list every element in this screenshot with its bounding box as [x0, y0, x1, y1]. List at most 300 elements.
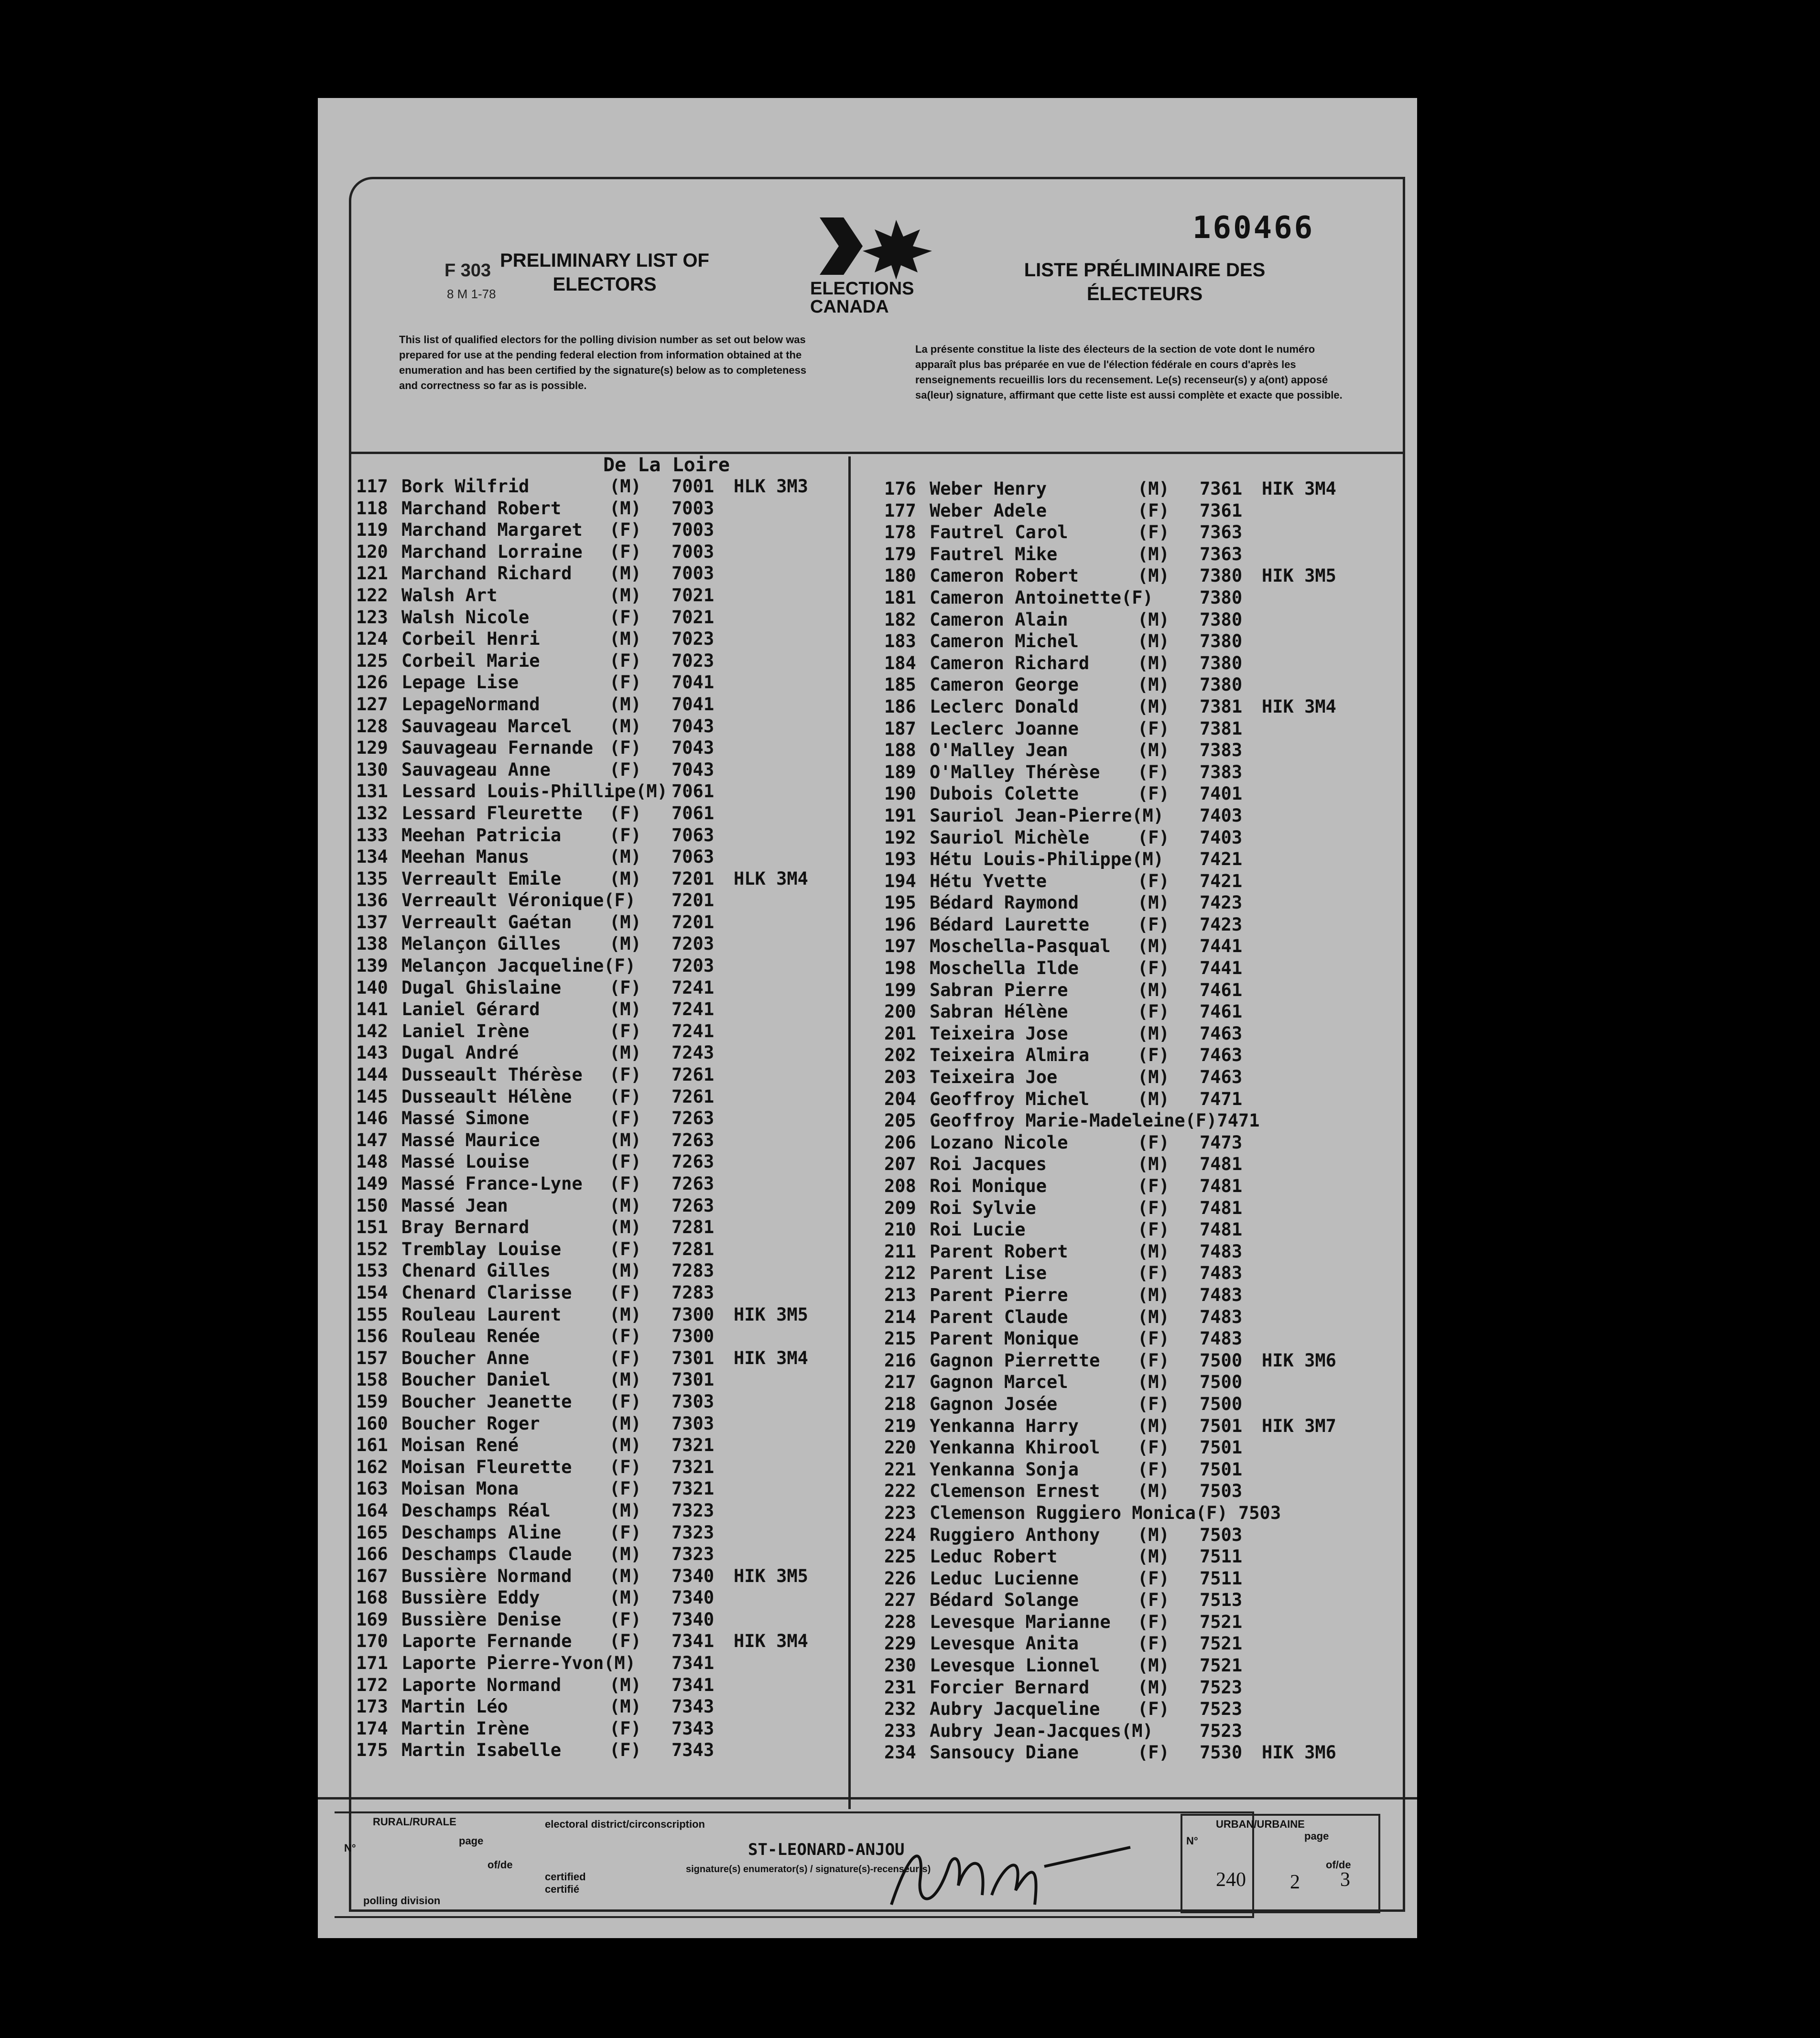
elector-number: 211	[884, 1241, 916, 1262]
notice-english: This list of qualified electors for the polling division number as set out below was prepared for use at the pending federal election from information obtained at the enumeration and has been certified by the signature(s) below as to completeness and correctness so far as is possible.	[399, 334, 807, 391]
elector-sex: (M)	[1138, 1655, 1170, 1676]
elector-sex: (M)	[1138, 1023, 1170, 1044]
elector-number: 168	[356, 1587, 388, 1608]
elector-name: Cameron Richard	[930, 652, 1090, 673]
elector-number: 124	[356, 629, 388, 650]
elector-sex: (M)	[609, 1674, 641, 1695]
elector-address: 7383	[1200, 761, 1243, 782]
elector-number: 209	[884, 1197, 916, 1218]
elector-number: 164	[356, 1500, 388, 1521]
elector-sex: (M)	[609, 498, 641, 519]
elector-number: 131	[356, 781, 388, 802]
elector-address: 7513	[1200, 1590, 1243, 1611]
elector-name: Deschamps Aline	[401, 1522, 562, 1543]
elector-address: 7341	[672, 1631, 715, 1652]
elector-address: 7363	[1200, 522, 1243, 543]
elector-name: Lessard Fleurette	[401, 802, 583, 824]
elector-name: Gagnon Josée	[930, 1393, 1058, 1414]
elector-address: 7023	[672, 629, 715, 650]
elector-name: Roi Jacques	[930, 1154, 1047, 1175]
elector-sex: (M)	[1138, 609, 1170, 630]
elector-name: Sauriol Michèle	[930, 827, 1090, 848]
elector-name: Aubry Jean-Jacques(M)	[930, 1720, 1153, 1741]
signature-label: signature(s) enumerator(s) / signature(s)-recenseur(s)	[686, 1864, 931, 1875]
elector-address: 7471	[1200, 1088, 1243, 1109]
elector-name: Marchand Margaret	[401, 520, 583, 541]
elector-name: Leduc Robert	[930, 1546, 1058, 1567]
elector-address: 7323	[672, 1544, 715, 1565]
postal-code: HIK 3M4	[1262, 478, 1336, 499]
elector-number: 150	[356, 1195, 388, 1216]
elector-number: 215	[884, 1328, 916, 1349]
elector-sex: (M)	[1138, 979, 1170, 1000]
elector-name: Corbeil Henri	[401, 629, 540, 650]
elector-number: 140	[356, 977, 388, 998]
elector-sex: (M)	[1138, 696, 1170, 717]
elector-number: 208	[884, 1176, 916, 1196]
urban-label: URBAN/URBAINE	[1216, 1818, 1305, 1830]
elector-sex: (M)	[609, 694, 641, 715]
elector-name: Dubois Colette	[930, 783, 1079, 804]
elector-address: 7361	[1200, 500, 1243, 521]
elector-name: Cameron Robert	[930, 565, 1079, 586]
elector-name: Fautrel Carol	[930, 522, 1068, 543]
elector-sex: (M)	[1138, 1415, 1170, 1436]
elector-number: 136	[356, 890, 388, 911]
title-english-line2: ELECTORS	[552, 274, 657, 295]
elector-sex: (F)	[609, 520, 641, 541]
elector-number: 130	[356, 759, 388, 780]
elector-address: 7043	[672, 759, 715, 780]
elector-name: Martin Léo	[401, 1696, 508, 1717]
elector-name: Walsh Art	[401, 585, 498, 606]
elector-name: Boucher Anne	[401, 1347, 530, 1368]
elector-address: 7323	[672, 1522, 715, 1543]
elector-name: Verreault Emile	[401, 868, 562, 889]
elector-number: 190	[884, 783, 916, 804]
elector-number: 152	[356, 1238, 388, 1259]
elector-name: Sauriol Jean-Pierre(M)	[930, 805, 1164, 826]
elector-number: 179	[884, 543, 916, 564]
postal-code: HIK 3M4	[734, 1347, 808, 1368]
elector-name: Leclerc Donald	[930, 696, 1079, 717]
elector-sex: (M)	[609, 1304, 641, 1325]
elector-sex: (M)	[609, 1129, 641, 1150]
postal-code: HIK 3M5	[1262, 565, 1336, 586]
elector-address: 7061	[672, 781, 715, 802]
elector-number: 133	[356, 824, 388, 846]
elector-name: Sabran Hélène	[930, 1001, 1068, 1022]
elector-number: 185	[884, 674, 916, 695]
elector-name: Marchand Lorraine	[401, 541, 583, 562]
elector-name: Laporte Normand	[401, 1674, 562, 1695]
elector-sex: (F)	[1138, 1742, 1170, 1763]
elector-name: Boucher Daniel	[401, 1369, 551, 1390]
elector-address: 7063	[672, 846, 715, 867]
elector-name: Levesque Lionnel	[930, 1655, 1100, 1676]
elector-number: 189	[884, 761, 916, 782]
elector-address: 7061	[672, 802, 715, 824]
elector-sex: (M)	[1138, 478, 1170, 499]
elector-number: 204	[884, 1088, 916, 1109]
elector-number: 191	[884, 805, 916, 826]
elector-address: 7483	[1200, 1306, 1243, 1327]
elector-name: Lessard Louis-Phillipe(M)	[401, 781, 668, 802]
postal-code: HLK 3M3	[734, 476, 808, 497]
elector-address: 7263	[672, 1129, 715, 1150]
elector-address: 7301	[672, 1347, 715, 1368]
elector-address: 7323	[672, 1500, 715, 1521]
elector-sex: (F)	[609, 1064, 641, 1085]
elector-name: Hétu Louis-Philippe(M)	[930, 849, 1164, 870]
logo-line2: CANADA	[810, 297, 889, 317]
elector-number: 188	[884, 740, 916, 761]
elector-name: Bédard Raymond	[930, 892, 1079, 913]
rural-page-label: page	[459, 1835, 484, 1847]
elector-name: Cameron Michel	[930, 631, 1079, 652]
elector-number: 146	[356, 1108, 388, 1129]
elector-number: 145	[356, 1086, 388, 1107]
elector-sex: (M)	[609, 911, 641, 932]
elector-number: 175	[356, 1740, 388, 1761]
certified-label: certified certifié	[545, 1871, 586, 1895]
elector-name: Rouleau Renée	[401, 1326, 540, 1347]
elector-sex: (M)	[1138, 1241, 1170, 1262]
elector-sex: (M)	[609, 1369, 641, 1390]
elector-sex: (F)	[1138, 1197, 1170, 1218]
elector-address: 7423	[1200, 914, 1243, 935]
elector-name: Dusseault Hélène	[401, 1086, 572, 1107]
elector-name: Laniel Gérard	[401, 999, 540, 1020]
elector-number: 155	[356, 1304, 388, 1325]
elector-name: Teixeira Jose	[930, 1023, 1068, 1044]
elector-address: 7500	[1200, 1350, 1243, 1371]
elector-sex: (F)	[609, 1326, 641, 1347]
elector-name: Martin Isabelle	[401, 1740, 562, 1761]
elector-address: 7303	[672, 1391, 715, 1412]
elector-name: Levesque Marianne	[930, 1611, 1111, 1632]
elector-address: 7483	[1200, 1284, 1243, 1305]
elector-sex: (M)	[609, 933, 641, 954]
elector-name: Cameron Antoinette(F)	[930, 587, 1153, 608]
elector-name: Melançon Jacqueline(F)	[401, 955, 636, 976]
elector-sex: (F)	[609, 1238, 641, 1259]
elector-name: Massé France-Lyne	[401, 1173, 583, 1194]
elector-sex: (F)	[1138, 783, 1170, 804]
elector-sex: (M)	[1138, 1284, 1170, 1305]
elector-sex: (M)	[1138, 565, 1170, 586]
elector-number: 118	[356, 498, 388, 519]
elector-number: 196	[884, 914, 916, 935]
elector-name: Yenkanna Sonja	[930, 1459, 1079, 1480]
elector-name: Moschella-Pasqual	[930, 936, 1111, 957]
elector-sex: (F)	[609, 1151, 641, 1172]
elector-name: Levesque Anita	[930, 1633, 1079, 1654]
elector-name: Leduc Lucienne	[930, 1568, 1079, 1589]
elector-address: 7380	[1200, 587, 1243, 608]
postal-code: HLK 3M4	[734, 868, 808, 889]
elector-address: 7483	[1200, 1263, 1243, 1284]
elector-name: Sabran Pierre	[930, 979, 1068, 1000]
elector-number: 229	[884, 1633, 916, 1654]
elector-name: Weber Adele	[930, 500, 1047, 521]
elector-number: 226	[884, 1568, 916, 1589]
elector-name: Teixeira Almira	[930, 1045, 1090, 1066]
divider-top	[349, 452, 1403, 454]
elector-name: Massé Louise	[401, 1151, 530, 1172]
elector-address: 7283	[672, 1282, 715, 1303]
elector-number: 224	[884, 1524, 916, 1545]
elector-number: 228	[884, 1611, 916, 1632]
elector-sex: (M)	[1138, 1088, 1170, 1109]
elector-name: Cameron Alain	[930, 609, 1068, 630]
elector-address: 7441	[1200, 958, 1243, 979]
elector-address: 7201	[672, 890, 715, 911]
elector-address: 7343	[672, 1718, 715, 1739]
elector-number: 231	[884, 1677, 916, 1698]
elector-sex: (M)	[609, 1696, 641, 1717]
elector-name: Geoffroy Marie-Madeleine(F)7471	[930, 1110, 1260, 1131]
elector-address: 7281	[672, 1217, 715, 1238]
postal-code: HIK 3M7	[1262, 1415, 1336, 1436]
elector-number: 163	[356, 1478, 388, 1499]
elector-sex: (F)	[609, 1086, 641, 1107]
elector-sex: (F)	[1138, 500, 1170, 521]
elector-name: Lepage Lise	[401, 672, 519, 693]
urban-no-label: N°	[1186, 1835, 1198, 1847]
elector-number: 129	[356, 737, 388, 759]
elector-name: Marchand Richard	[401, 563, 572, 584]
logo-text	[810, 280, 939, 316]
elector-sex: (M)	[609, 629, 641, 650]
elector-name: LepageNormand	[401, 694, 540, 715]
elector-sex: (F)	[1138, 1611, 1170, 1632]
elector-number: 169	[356, 1609, 388, 1630]
elector-number: 227	[884, 1590, 916, 1611]
elector-address: 7003	[672, 498, 715, 519]
elector-number: 182	[884, 609, 916, 630]
elector-address: 7300	[672, 1304, 715, 1325]
elector-sex: (M)	[609, 846, 641, 867]
elector-sex: (M)	[1138, 652, 1170, 673]
elector-address: 7023	[672, 650, 715, 671]
elector-name: Bussière Eddy	[401, 1587, 540, 1608]
elector-address: 7521	[1200, 1611, 1243, 1632]
elector-name: Lozano Nicole	[930, 1132, 1068, 1153]
elector-sex: (F)	[609, 802, 641, 824]
elector-address: 7481	[1200, 1219, 1243, 1240]
elector-address: 7523	[1200, 1677, 1243, 1698]
elector-name: Moisan René	[401, 1435, 519, 1456]
elector-sex: (F)	[609, 1282, 641, 1303]
divider-bottom	[318, 1797, 1417, 1800]
postal-code: HIK 3M6	[1262, 1742, 1336, 1763]
elector-name: Ruggiero Anthony	[930, 1524, 1100, 1545]
elector-name: Moisan Fleurette	[401, 1456, 572, 1477]
elector-address: 7380	[1200, 652, 1243, 673]
elector-number: 134	[356, 846, 388, 867]
elector-number: 197	[884, 936, 916, 957]
elector-number: 128	[356, 715, 388, 737]
elector-address: 7503	[1200, 1524, 1243, 1545]
elector-address: 7483	[1200, 1241, 1243, 1262]
elector-name: Chenard Clarisse	[401, 1282, 572, 1303]
elector-sex: (F)	[1138, 914, 1170, 935]
polling-division-label: polling division	[363, 1895, 441, 1907]
elector-name: Teixeira Joe	[930, 1067, 1058, 1088]
elector-sex: (F)	[609, 1020, 641, 1041]
elector-number: 162	[356, 1456, 388, 1477]
elector-name: Clemenson Ruggiero Monica(F) 7503	[930, 1502, 1281, 1523]
elector-address: 7463	[1200, 1067, 1243, 1088]
elector-name: Parent Claude	[930, 1306, 1068, 1327]
elections-canada-logo	[810, 213, 939, 327]
elector-address: 7483	[1200, 1328, 1243, 1349]
elector-sex: (F)	[1138, 1263, 1170, 1284]
elector-sex: (F)	[609, 977, 641, 998]
elector-number: 132	[356, 802, 388, 824]
elector-name: Laporte Fernande	[401, 1631, 572, 1652]
elector-sex: (M)	[1138, 1154, 1170, 1175]
elector-sex: (M)	[609, 1587, 641, 1608]
elector-address: 7201	[672, 911, 715, 932]
elector-sex: (M)	[1138, 1306, 1170, 1327]
elector-number: 216	[884, 1350, 916, 1371]
elector-number: 232	[884, 1699, 916, 1720]
elector-number: 137	[356, 911, 388, 932]
elector-address: 7281	[672, 1238, 715, 1259]
elector-sex: (M)	[1138, 1677, 1170, 1698]
elector-address: 7021	[672, 585, 715, 606]
elector-address: 7340	[672, 1609, 715, 1630]
elector-number: 194	[884, 870, 916, 891]
elector-address: 7321	[672, 1478, 715, 1499]
form-number: F 303	[444, 260, 491, 281]
elector-address: 7511	[1200, 1568, 1243, 1589]
elector-number: 213	[884, 1284, 916, 1305]
elector-address: 7511	[1200, 1546, 1243, 1567]
elector-name: Bussière Denise	[401, 1609, 562, 1630]
elector-address: 7380	[1200, 565, 1243, 586]
elector-address: 7501	[1200, 1459, 1243, 1480]
elector-name: Meehan Manus	[401, 846, 530, 867]
elector-sex: (F)	[609, 541, 641, 562]
elector-name: Yenkanna Khirool	[930, 1437, 1100, 1458]
elector-number: 222	[884, 1481, 916, 1502]
elector-sex: (F)	[609, 1478, 641, 1499]
elector-sex: (F)	[1138, 1590, 1170, 1611]
elector-address: 7343	[672, 1696, 715, 1717]
elector-name: O'Malley Thérèse	[930, 761, 1100, 782]
elector-number: 157	[356, 1347, 388, 1368]
elector-sex: (M)	[609, 1217, 641, 1238]
title-french-line1: LISTE PRÉLIMINAIRE DES	[1024, 260, 1266, 281]
elector-sex: (M)	[1138, 1546, 1170, 1567]
elector-number: 141	[356, 999, 388, 1020]
title-english	[480, 249, 729, 296]
elector-number: 205	[884, 1110, 916, 1131]
elector-name: Roi Lucie	[930, 1219, 1026, 1240]
urban-page-total: 3	[1340, 1869, 1350, 1891]
document-sheet	[318, 98, 1417, 1938]
elector-name: Laniel Irène	[401, 1020, 530, 1041]
elector-name: Chenard Gilles	[401, 1260, 551, 1281]
elector-name: Dugal André	[401, 1042, 519, 1063]
elector-sex: (M)	[609, 476, 641, 497]
elector-address: 7241	[672, 977, 715, 998]
elector-address: 7463	[1200, 1045, 1243, 1066]
street-name: De La Loire	[603, 454, 730, 476]
elector-number: 177	[884, 500, 916, 521]
elector-sex: (M)	[609, 1500, 641, 1521]
elector-number: 135	[356, 868, 388, 889]
elector-address: 7001	[672, 476, 715, 497]
elector-sex: (M)	[1138, 1372, 1170, 1393]
elector-name: Bray Bernard	[401, 1217, 530, 1238]
elector-sex: (F)	[609, 824, 641, 846]
elector-name: Yenkanna Harry	[930, 1415, 1079, 1436]
elector-address: 7461	[1200, 1001, 1243, 1022]
elector-sex: (M)	[609, 715, 641, 737]
elector-name: Bork Wilfrid	[401, 476, 530, 497]
elector-name: Rouleau Laurent	[401, 1304, 562, 1325]
elector-address: 7421	[1200, 849, 1243, 870]
elector-name: Gagnon Pierrette	[930, 1350, 1100, 1371]
elector-sex: (M)	[1138, 543, 1170, 564]
elector-address: 7203	[672, 955, 715, 976]
postal-code: HIK 3M5	[734, 1565, 808, 1586]
elector-number: 158	[356, 1369, 388, 1390]
elector-name: Sauvageau Anne	[401, 759, 551, 780]
elector-address: 7521	[1200, 1655, 1243, 1676]
elector-sex: (M)	[1138, 740, 1170, 761]
elector-sex: (F)	[609, 1347, 641, 1368]
urban-page-label: page	[1304, 1830, 1329, 1842]
elector-sex: (M)	[1138, 674, 1170, 695]
elector-number: 233	[884, 1720, 916, 1741]
elector-sex: (M)	[609, 1260, 641, 1281]
elector-number: 154	[356, 1282, 388, 1303]
elector-number: 147	[356, 1129, 388, 1150]
elector-number: 203	[884, 1067, 916, 1088]
elector-name: Roi Sylvie	[930, 1197, 1036, 1218]
elector-address: 7421	[1200, 870, 1243, 891]
elector-name: Verreault Véronique(F)	[401, 890, 636, 911]
elector-number: 214	[884, 1306, 916, 1327]
elector-name: Boucher Roger	[401, 1413, 540, 1434]
elector-sex: (F)	[609, 1108, 641, 1129]
elector-address: 7321	[672, 1435, 715, 1456]
elector-sex: (F)	[1138, 958, 1170, 979]
elector-address: 7500	[1200, 1372, 1243, 1393]
elector-number: 176	[884, 478, 916, 499]
elector-number: 195	[884, 892, 916, 913]
elector-name: Fautrel Mike	[930, 543, 1058, 564]
title-french	[997, 258, 1293, 306]
elector-address: 7043	[672, 715, 715, 737]
elector-name: Corbeil Marie	[401, 650, 540, 671]
elector-number: 165	[356, 1522, 388, 1543]
postal-code: HIK 3M6	[1262, 1350, 1336, 1371]
elector-sex: (F)	[1138, 1045, 1170, 1066]
elector-sex: (M)	[609, 1565, 641, 1586]
elector-address: 7301	[672, 1369, 715, 1390]
urban-of-label: of/de	[1326, 1859, 1351, 1871]
elector-sex: (F)	[1138, 1393, 1170, 1414]
elector-address: 7340	[672, 1587, 715, 1608]
elector-address: 7363	[1200, 543, 1243, 564]
elector-sex: (M)	[1138, 1481, 1170, 1502]
